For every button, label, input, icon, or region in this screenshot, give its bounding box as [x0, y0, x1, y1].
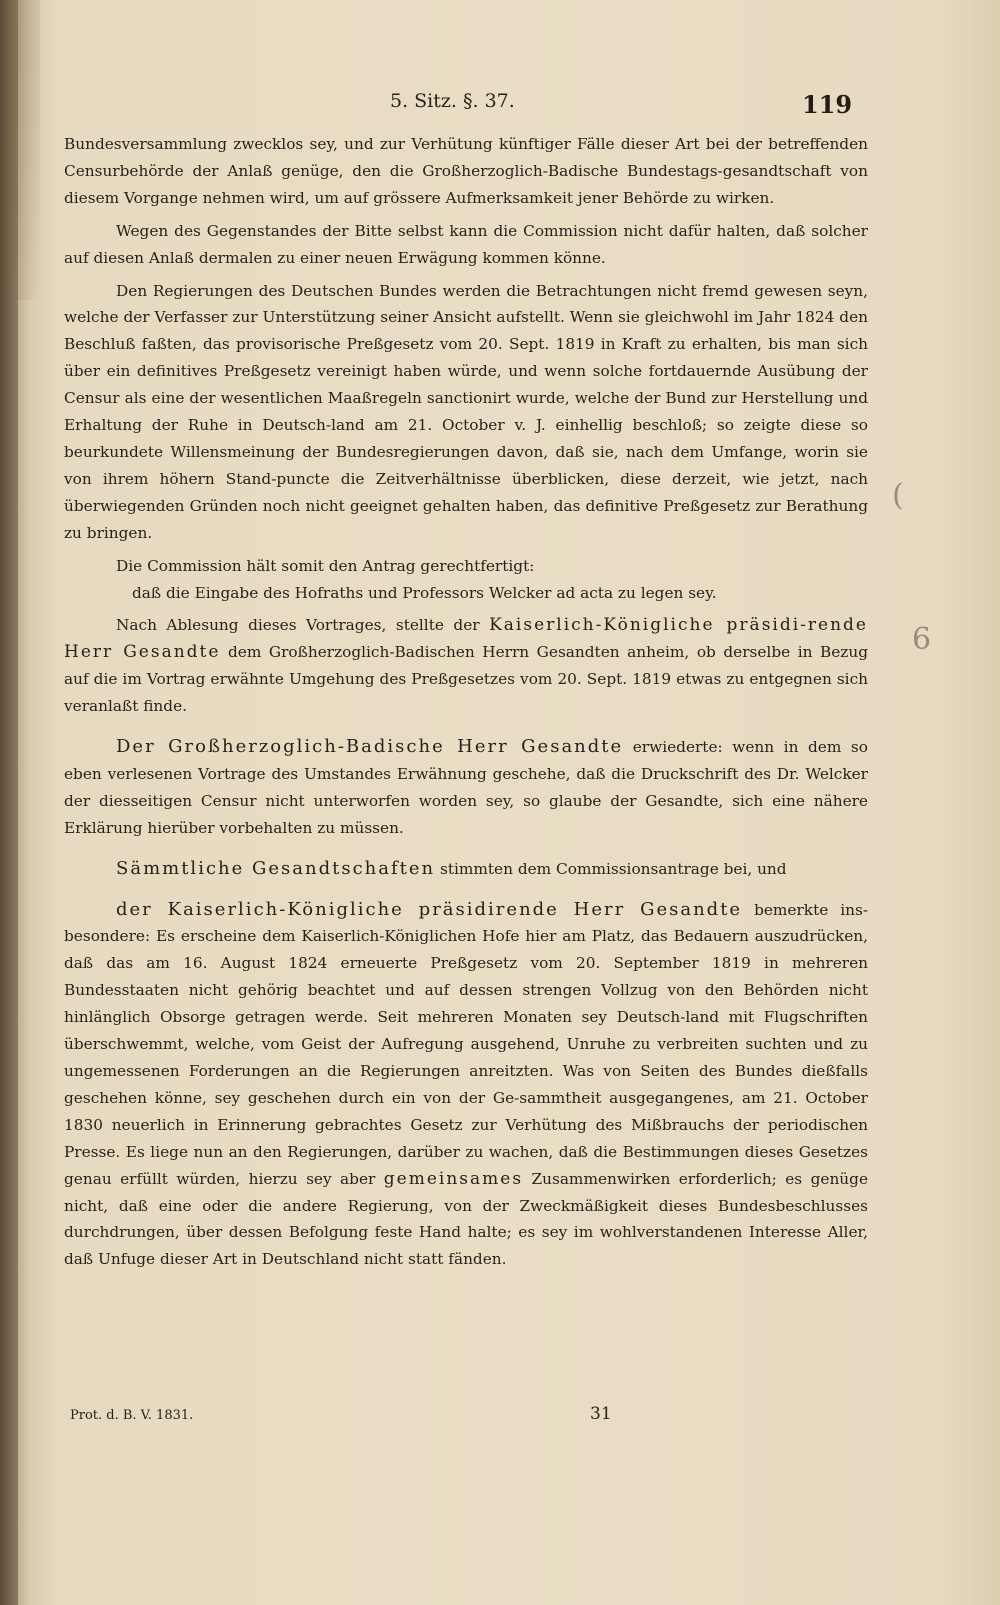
page-body	[64, 131, 868, 1273]
paragraph-commission-opinion: Wegen des Gegenstandes der Bitte selbst kann die Commission nicht dafür halten, daß solcher auf diesen Anlaß dermalen zu einer neuen Erwägung kommen könne.	[64, 221, 868, 267]
signature-mark: Prot. d. B. V. 1831.	[70, 1408, 194, 1423]
margin-pencil-mark: 6	[912, 622, 932, 657]
spaced-word-gemeinsames: gemeinsames	[383, 1168, 524, 1189]
spaced-name-presiding-envoy-2: der Kaiserlich-Königliche präsidirende Herr Gesandte	[116, 898, 743, 920]
paragraph-motion-text: daß die Eingabe des Hofraths und Professors Welcker ad acta zu legen sey.	[132, 583, 717, 602]
page-header	[0, 88, 1000, 128]
paragraph-continuation: Bundesversammlung zwecklos sey, und zur Verhütung künftiger Fälle dieser Art bei der betreffenden Censurbehörde der Anlaß genüge, den die Großherzoglich-Badische Bundestags-gesandtschaft von diesem Vorgange nehmen wird, um auf grössere Aufmerksamkeit jener Behörde zu wirken.	[64, 135, 868, 207]
spaced-name-baden-envoy: Der Großherzoglich-Badische Herr Gesandte	[116, 736, 624, 758]
text-run: dem Großherzoglich-Badischen Herrn Gesandten anheim, ob derselbe in Bezug auf die im Vortrag erwähnte Umgehung des Preßgesetzes vom 20. Sept. 1819 etwas zu entgegnen sich veranlaßt finde.	[64, 643, 868, 716]
page-footer	[0, 1404, 1000, 1434]
paragraph-governments: Den Regierungen des Deutschen Bundes werden die Betrachtungen nicht fremd gewesen seyn, welche der Verfasser zur Unterstützung seiner Ansicht aufstellt. Wenn sie gleichwohl im Jahr 1824 den Beschluß faßten, das provisorische Preßgesetz vom 20. Sept. 1819 in Kraft zu erhalten, bis man sich über ein definitives Preßgesetz vereinigt haben würde, und wenn solche fortdauernde Ausübung der Censur als eine der wesentlichen Maaßregeln sanctionirt wurde, welche der Bund zur Herstellung und Erhaltung der Ruhe in Deutsch-land am 21. October v. J. einhellig beschloß; so zeigte diese so beurkundete Willensmeinung der Bundesregierungen davon, daß sie, nach dem Umfange, worin sie von ihrem höhern Stand-puncte die Zeitverhältnisse überblicken, diese derzeit, wie jetzt, nach überwiegenden Gründen noch nicht geeignet gehalten haben, das definitive Preßgesetz zur Berathung zu bringen.	[64, 281, 868, 542]
paper-stain	[10, 0, 40, 300]
paragraph-baden-envoy	[64, 734, 868, 842]
paragraph-commission-motion: Die Commission hält somit den Antrag gerechtfertigt:	[116, 556, 535, 575]
spaced-name-all-delegations: Sämmtliche Gesandtschaften	[116, 857, 436, 879]
text-run: stimmten dem Commissionsantrage bei, und	[435, 859, 787, 878]
sheet-number: 31	[590, 1404, 612, 1424]
running-head: 5. Sitz. §. 37.	[390, 90, 515, 112]
text-run: bemerkte ins-besondere: Es erscheine dem Kaiserlich-Königlichen Hofe hier am Platz, das Bedauern auszudrücken, daß das am 16. August 1824 erneuerte Preßgesetz vom 20. September 1819 in mehreren Bundesstaaten nicht gehörig beachtet und auf dessen strengen Vollzug von den Behörden nicht hinlänglich Obsorge getragen werde. Seit mehreren Monaten sey Deutsch-land mit Flugschriften überschwemmt, welche, vom Geist der Aufregung ausgehend, Unruhe zu verbreiten suchten und zu ungemessenen Forderungen an die Regierungen anreitzten. Was von Seiten des Bundes dießfalls geschehen könne, sey geschehen durch ein von der Ge-sammtheit ausgegangenes, am 21. October 1830 neuerlich in Erinnerung gebrachtes Gesetz zur Verhütung des Mißbrauchs der periodischen Presse. Es liege nun an den Regierungen, darüber zu wachen, daß die Bestimmungen dieses Gesetzes genau erfüllt würden, hierzu sey aber	[64, 900, 869, 1188]
text-run: erwiederte: wenn in dem so eben verlesenen Vortrage des Umstandes Erwähnung geschehe, daß die Druckschrift des Dr. Welcker der diesseitigen Censur nicht unterworfen worden sey, so glaube der Gesandte, sich eine nähere Erklärung hierüber vorbehalten zu müssen.	[64, 738, 868, 837]
paragraph-presiding-remarks	[64, 897, 868, 1274]
paragraph-all-delegations	[64, 856, 868, 883]
spaced-name-presiding-envoy: Kaiserlich-Königliche präsidi-rende Herr Gesandte	[64, 615, 868, 663]
margin-pencil-mark: (	[892, 478, 904, 513]
page-number: 119	[802, 90, 853, 119]
paragraph-presiding-envoy	[64, 612, 868, 720]
text-run: Zusammenwirken erforderlich; es genüge nicht, daß eine oder die andere Regierung, von der Zweckmäßigkeit dieses Bundesbeschlusses durchdrungen, über dessen Befolgung feste Hand halte; es sey im wohlverstandenen Interesse Aller, daß Unfuge dieser Art in Deutschland nicht statt fänden.	[64, 1169, 868, 1269]
text-run: Nach Ablesung dieses Vortrages, stellte der	[116, 616, 490, 635]
